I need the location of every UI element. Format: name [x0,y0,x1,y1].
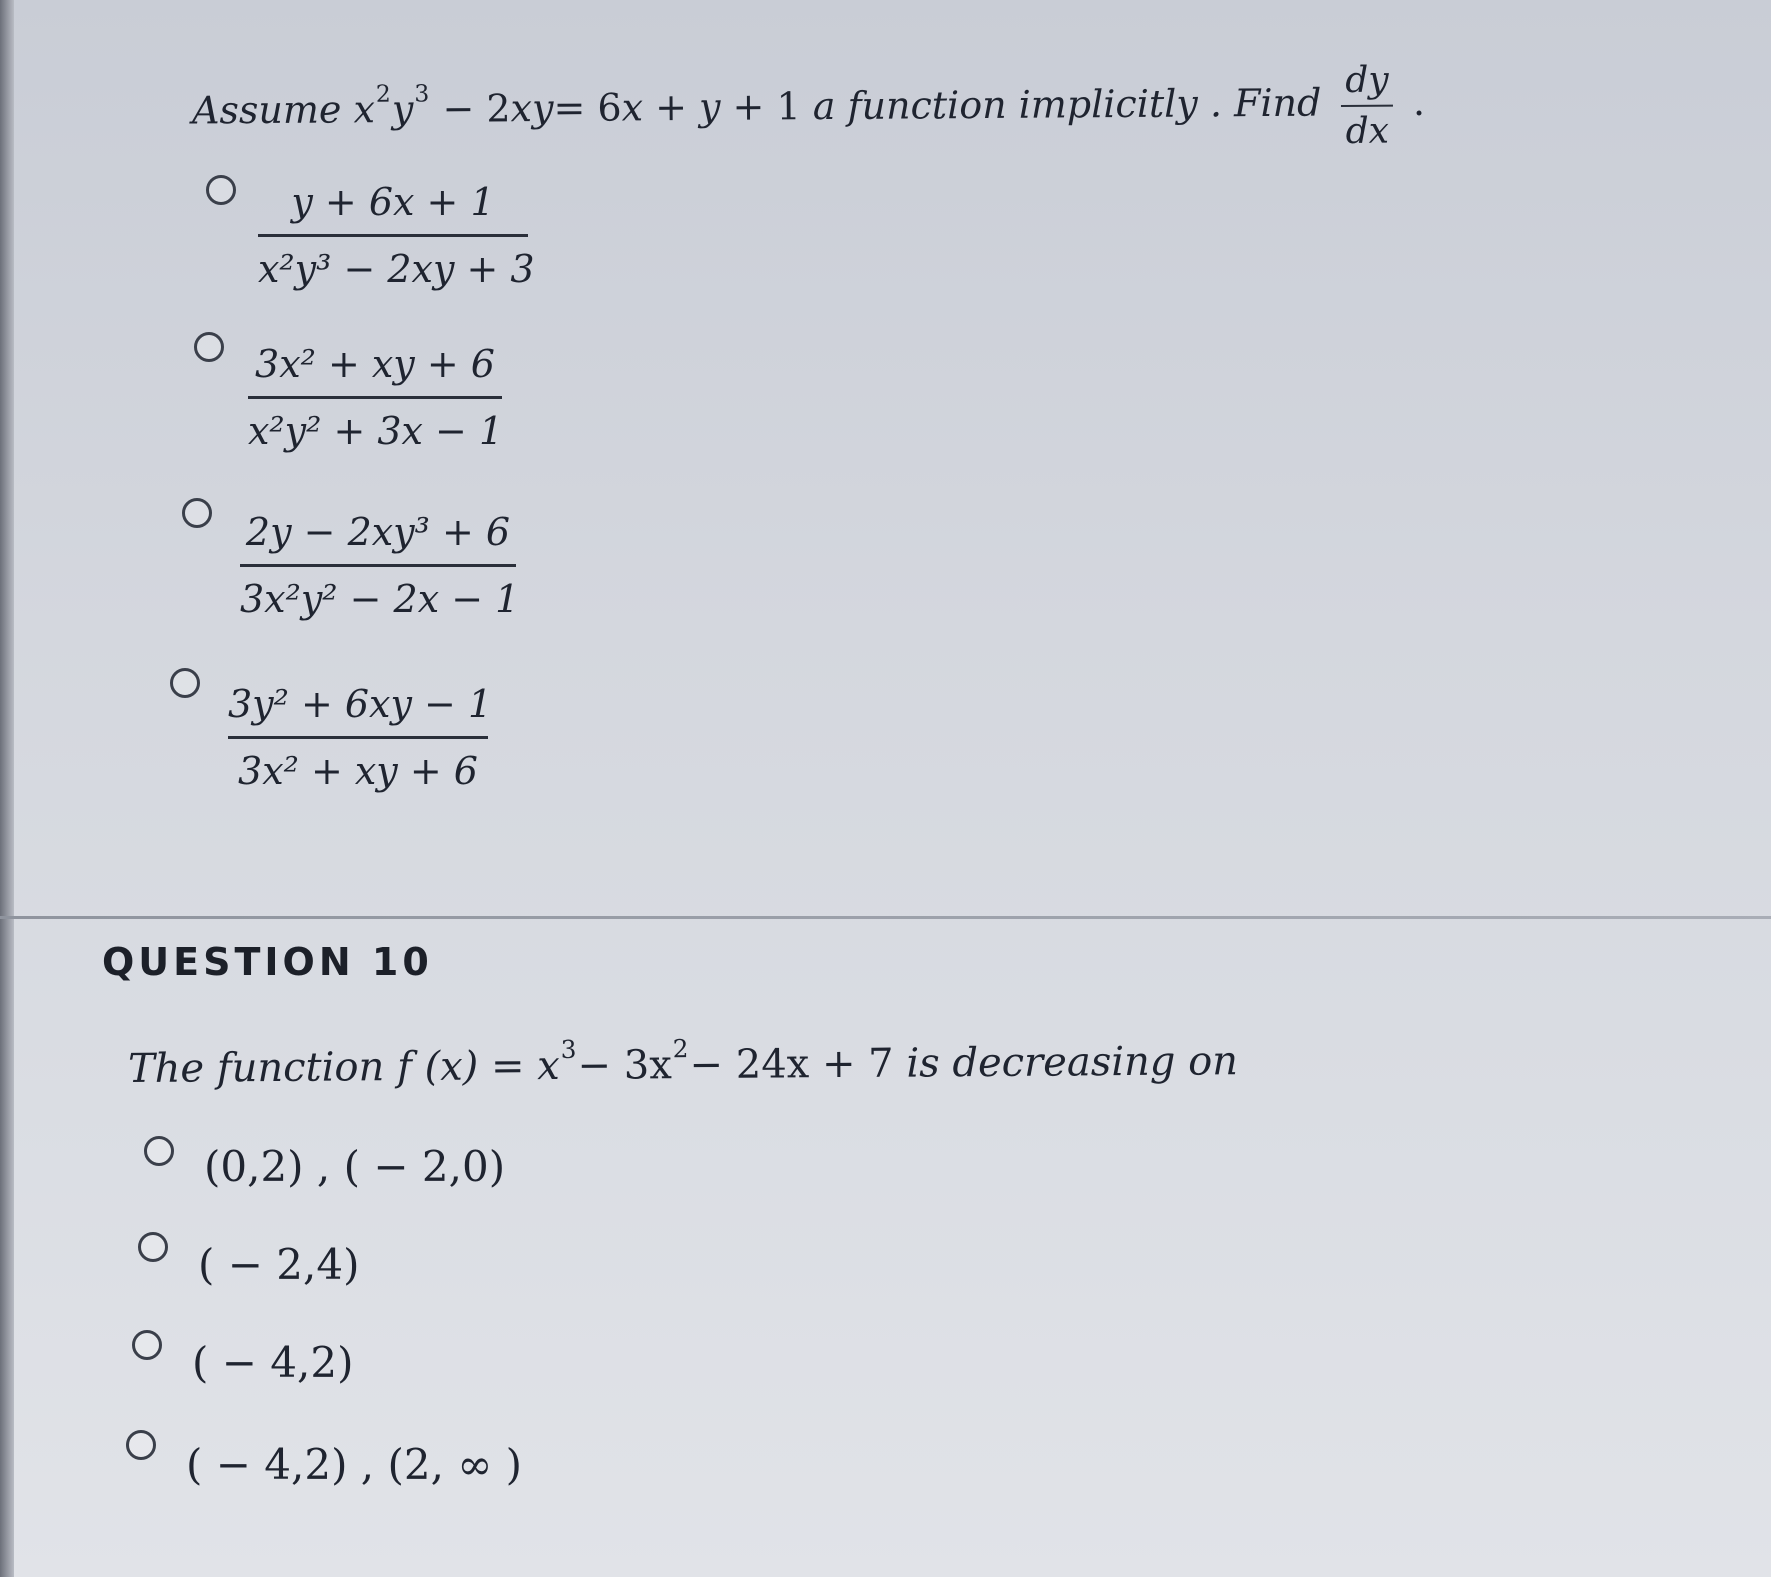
question-9-prompt [192,59,1426,160]
dy-numerator: dy [1345,59,1389,101]
question-10-text [127,1034,1239,1092]
q9-option-1-bar [258,234,528,237]
q9-option-2-bar [248,396,502,399]
prompt-y: y [391,86,414,132]
q10-fx: f (x) = x [396,1042,560,1091]
q9-option-2-fraction [248,342,502,453]
prompt-assume: Assume [191,87,342,133]
q9-option-3-radio[interactable] [182,498,212,528]
q10-prefix: The function [127,1044,398,1092]
prompt-tail: a function implicitly . Find [800,80,1334,129]
q10-option-1-label: (0,2) , ( − 2,0) [204,1142,506,1191]
q9-option-4-radio[interactable] [170,668,200,698]
q10-exp-2: 2 [672,1034,689,1064]
q9-option-4-fraction [228,682,493,793]
prompt-minus-2: − 2 [442,86,511,131]
q9-option-1-fraction [258,180,535,291]
q9-option-2-radio[interactable] [194,332,224,362]
dx-denominator: dx [1345,110,1390,152]
prompt-equals-6: = 6 [553,85,622,130]
question-10-title: QUESTION 10 [102,940,433,984]
q10-option-4-label: ( − 4,2) , (2, ∞ ) [186,1440,523,1489]
q9-option-2-denominator: x²y² + 3x − 1 [248,408,504,453]
prompt-period: . [1412,79,1426,124]
q10-option-2-radio[interactable] [138,1232,168,1262]
q9-option-1-numerator: y + 6x + 1 [291,180,495,224]
q10-exp-3: 3 [560,1034,577,1064]
dy-dx-fraction [1341,60,1393,152]
q9-option-4-denominator: 3x² + xy + 6 [238,748,478,793]
prompt-x-term: x [621,85,644,130]
prompt-x: x [353,87,376,132]
q9-option-2-numerator: 3x² + xy + 6 [255,342,495,386]
question-divider [0,916,1771,919]
q10-option-4-radio[interactable] [126,1430,156,1460]
prompt-y-term: y [698,84,721,129]
q9-option-3-numerator: 2y − 2xy³ + 6 [245,510,511,554]
q9-option-1-denominator: x²y³ − 2xy + 3 [258,246,535,291]
q10-minus-3x: − 3x [577,1042,672,1089]
q10-option-3-label: ( − 4,2) [192,1338,354,1387]
q9-option-4-bar [228,736,488,739]
q10-end: − 24x + 7 [689,1040,894,1089]
q10-option-1-radio[interactable] [144,1136,174,1166]
q9-option-1-radio[interactable] [206,175,236,205]
q9-option-4-numerator: 3y² + 6xy − 1 [228,682,493,726]
q10-option-3-radio[interactable] [132,1330,162,1360]
q9-option-3-bar [240,564,516,567]
prompt-xy: xy [510,85,554,131]
prompt-plus-1: + 1 [720,84,801,129]
prompt-exp-3: 3 [414,79,430,108]
screen-bezel-edge [0,0,14,1577]
q10-option-2-label: ( − 2,4) [198,1240,360,1289]
prompt-plus: + [642,84,700,130]
prompt-exp-2: 2 [375,80,391,109]
q9-option-3-fraction [240,510,520,621]
q10-suffix: is decreasing on [893,1038,1239,1087]
q9-option-3-denominator: 3x²y² − 2x − 1 [240,576,520,621]
